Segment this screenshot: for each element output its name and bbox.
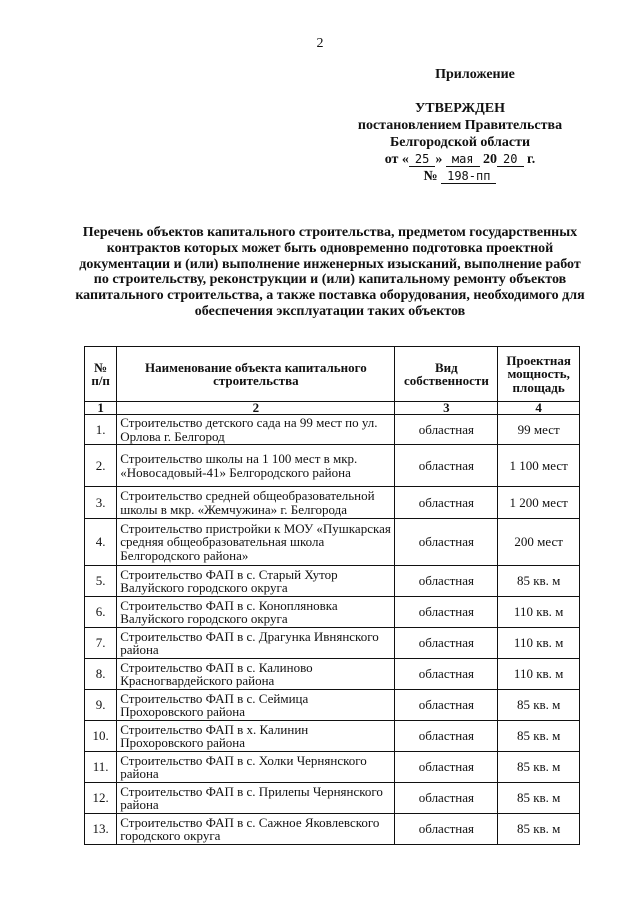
table-body — [85, 415, 580, 845]
approval-block — [340, 66, 580, 185]
row-number: 13. — [85, 814, 117, 845]
table-row — [85, 597, 580, 628]
capacity-value: 85 кв. м — [498, 566, 580, 597]
table-row — [85, 690, 580, 721]
number-prefix: № — [423, 169, 438, 184]
approval-number — [340, 168, 580, 185]
object-name: Строительство ФАП в с. Драгунка Ивнянского района — [117, 628, 395, 659]
row-number: 6. — [85, 597, 117, 628]
object-name: Строительство средней общеобразовательной школы в мкр. «Жемчужина» г. Белгорода — [117, 487, 395, 519]
row-number: 12. — [85, 783, 117, 814]
ownership-type: областная — [395, 783, 498, 814]
object-name: Строительство детского сада на 99 мест по ул. Орлова г. Белгород — [117, 415, 395, 445]
capacity-value: 110 кв. м — [498, 628, 580, 659]
ownership-type: областная — [395, 690, 498, 721]
capacity-value: 1 100 мест — [498, 445, 580, 487]
table-row — [85, 487, 580, 519]
ownership-type: областная — [395, 659, 498, 690]
table-row — [85, 752, 580, 783]
column-index: 3 — [395, 402, 498, 415]
ownership-type: областная — [395, 721, 498, 752]
column-index: 4 — [498, 402, 580, 415]
row-number: 11. — [85, 752, 117, 783]
object-name: Строительство пристройки к МОУ «Пушкарская средняя общеобразовательная школа Белгородского района» — [117, 519, 395, 566]
header-number: № п/п — [85, 347, 117, 402]
row-number: 4. — [85, 519, 117, 566]
capacity-value: 99 мест — [498, 415, 580, 445]
date-year-prefix: 20 — [483, 152, 498, 167]
capacity-value: 85 кв. м — [498, 814, 580, 845]
object-name: Строительство ФАП в с. Калиново Красногвардейского района — [117, 659, 395, 690]
number-value: 198-пп — [441, 169, 496, 184]
object-name: Строительство ФАП в с. Старый Хутор Валуйского городского округа — [117, 566, 395, 597]
table-row — [85, 659, 580, 690]
document-title: Перечень объектов капитального строительства, предметом государственных контрактов которых может быть одновременно подготовка проектной документации и (или) выполнение инженерных изысканий, выполнение работ по строительству, реконструкции и (или) капитальному ремонту объектов капитального строительства, а также поставка оборудования, необходимого для обеспечения эксплуатации таких объектов — [75, 225, 585, 319]
header-ownership: Вид собственности — [395, 347, 498, 402]
ownership-type: областная — [395, 519, 498, 566]
date-month: мая — [446, 152, 480, 167]
date-day: 25 — [409, 152, 435, 167]
object-name: Строительство ФАП в с. Сеймица Прохоровского района — [117, 690, 395, 721]
approval-line-2: Белгородской области — [389, 135, 531, 150]
table-row — [85, 566, 580, 597]
table-row — [85, 814, 580, 845]
header-capacity: Проектная мощность, площадь — [498, 347, 580, 402]
date-year-end: г. — [527, 152, 536, 167]
ownership-type: областная — [395, 752, 498, 783]
ownership-type: областная — [395, 415, 498, 445]
table-row — [85, 783, 580, 814]
row-number: 10. — [85, 721, 117, 752]
object-name: Строительство ФАП в х. Калинин Прохоровского района — [117, 721, 395, 752]
row-number: 3. — [85, 487, 117, 519]
date-mid: » — [435, 152, 443, 167]
approved-stamp: УТВЕРЖДЕН — [414, 101, 506, 116]
row-number: 2. — [85, 445, 117, 487]
row-number: 5. — [85, 566, 117, 597]
appendix-label: Приложение — [435, 67, 515, 82]
object-name: Строительство ФАП в с. Конопляновка Валуйского городского округа — [117, 597, 395, 628]
approval-date — [340, 151, 580, 168]
table-header-row — [85, 347, 580, 402]
row-number: 8. — [85, 659, 117, 690]
approval-line-1: постановлением Правительства — [357, 118, 563, 133]
row-number: 1. — [85, 415, 117, 445]
capacity-value: 110 кв. м — [498, 597, 580, 628]
ownership-type: областная — [395, 487, 498, 519]
ownership-type: областная — [395, 597, 498, 628]
date-prefix: от « — [384, 152, 409, 167]
capacity-value: 85 кв. м — [498, 721, 580, 752]
table-row — [85, 519, 580, 566]
capacity-value: 110 кв. м — [498, 659, 580, 690]
table-row — [85, 628, 580, 659]
capacity-value: 85 кв. м — [498, 752, 580, 783]
capacity-value: 200 мест — [498, 519, 580, 566]
page-number: 2 — [316, 36, 324, 51]
capacity-value: 1 200 мест — [498, 487, 580, 519]
table-row — [85, 445, 580, 487]
header-name: Наименование объекта капитального строительства — [117, 347, 395, 402]
ownership-type: областная — [395, 628, 498, 659]
ownership-type: областная — [395, 445, 498, 487]
capacity-value: 85 кв. м — [498, 783, 580, 814]
object-name: Строительство школы на 1 100 мест в мкр. «Новосадовый-41» Белгородского района — [117, 445, 395, 487]
row-number: 9. — [85, 690, 117, 721]
date-year-suffix: 20 — [497, 152, 523, 167]
column-index: 2 — [117, 402, 395, 415]
column-index: 1 — [85, 402, 117, 415]
table-row — [85, 415, 580, 445]
ownership-type: областная — [395, 566, 498, 597]
ownership-type: областная — [395, 814, 498, 845]
object-name: Строительство ФАП в с. Прилепы Чернянского района — [117, 783, 395, 814]
row-number: 7. — [85, 628, 117, 659]
object-name: Строительство ФАП в с. Холки Чернянского района — [117, 752, 395, 783]
object-name: Строительство ФАП в с. Сажное Яковлевского городского округа — [117, 814, 395, 845]
objects-table — [84, 346, 580, 845]
column-index-row — [85, 402, 580, 415]
capacity-value: 85 кв. м — [498, 690, 580, 721]
table-row — [85, 721, 580, 752]
